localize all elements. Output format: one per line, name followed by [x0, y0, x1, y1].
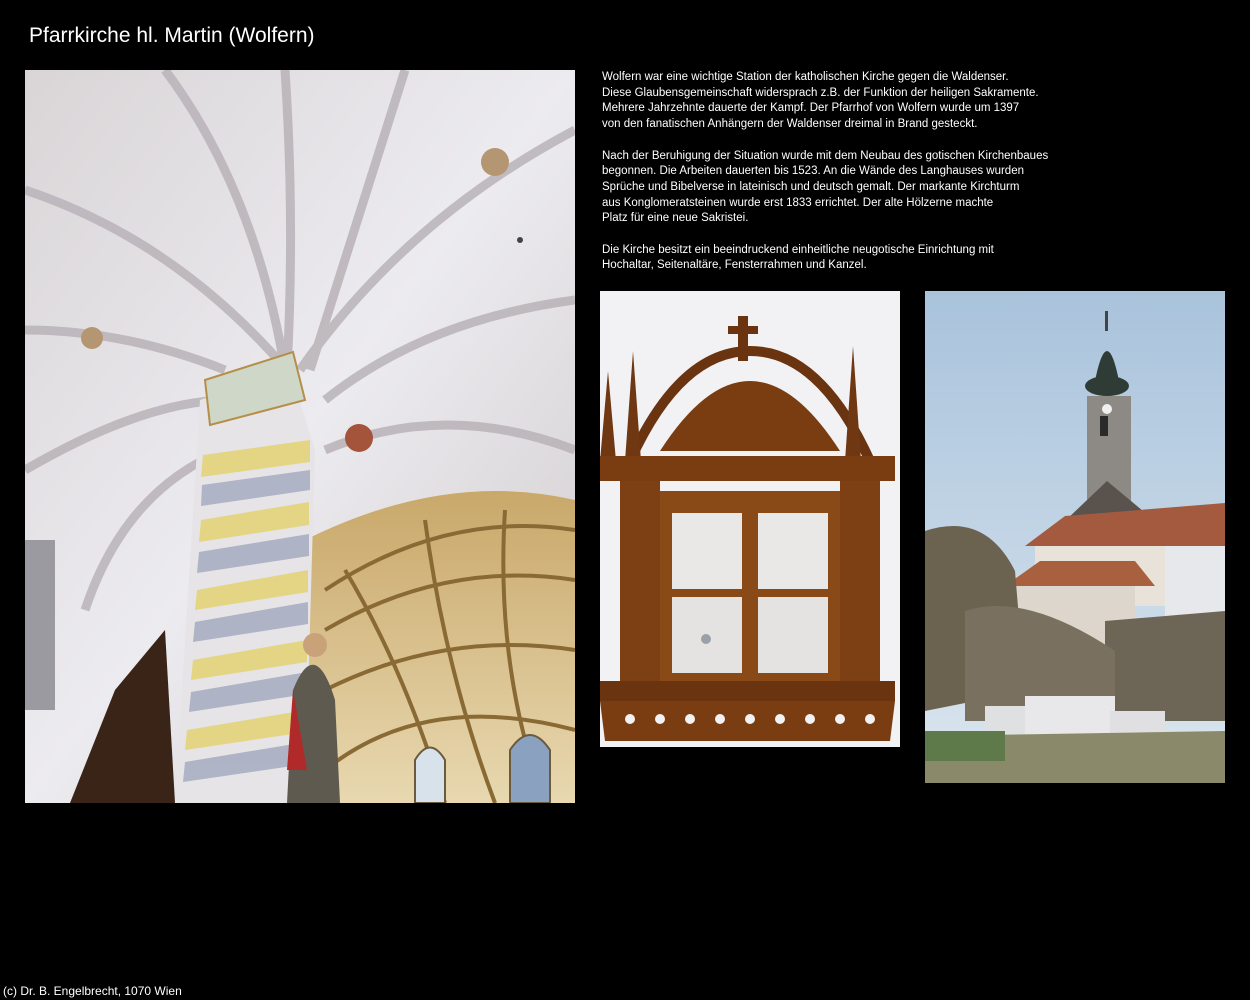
description-paragraph: Nach der Beruhigung der Situation wurde mit dem Neubau des gotischen Kirchenbaues begonnen. Die Arbeiten dauerten bis 1523. An die Wände des Langhauses wurden Sprüche und Bibelverse in lateinisch und deutsch gemalt. Der markante Kirchturm aus Konglomeratsteinen wurde erst 1833 errichtet. Der alte Hölzerne machte Platz für eine neue Sakristei.	[602, 149, 1049, 225]
description-paragraph: Die Kirche besitzt ein beeindruckend einheitliche neugotische Einrichtung mit Hochaltar, Seitenaltäre, Fensterrahmen und Kanzel.	[602, 243, 994, 272]
copyright-footer: (c) Dr. B. Engelbrecht, 1070 Wien	[3, 984, 182, 998]
church-tower-exterior-photo	[925, 291, 1225, 783]
page-title: Pfarrkirche hl. Martin (Wolfern)	[29, 24, 315, 47]
description-paragraph: Wolfern war eine wichtige Station der katholischen Kirche gegen die Waldenser. Diese Glaubensgemeinschaft widersprach z.B. der Funktion der heiligen Sakramente. Mehrere Jahrzehnte dauerte der Kampf. Der Pfarrhof von Wolfern wurde um 1397 von den fanatischen Anhängern der Waldenser dreimal in Brand gesteckt.	[602, 71, 1039, 131]
carved-wooden-window-frame-photo	[600, 291, 900, 747]
vaulted-ceiling-and-pillar-photo	[25, 70, 575, 803]
church-description	[602, 70, 1222, 290]
